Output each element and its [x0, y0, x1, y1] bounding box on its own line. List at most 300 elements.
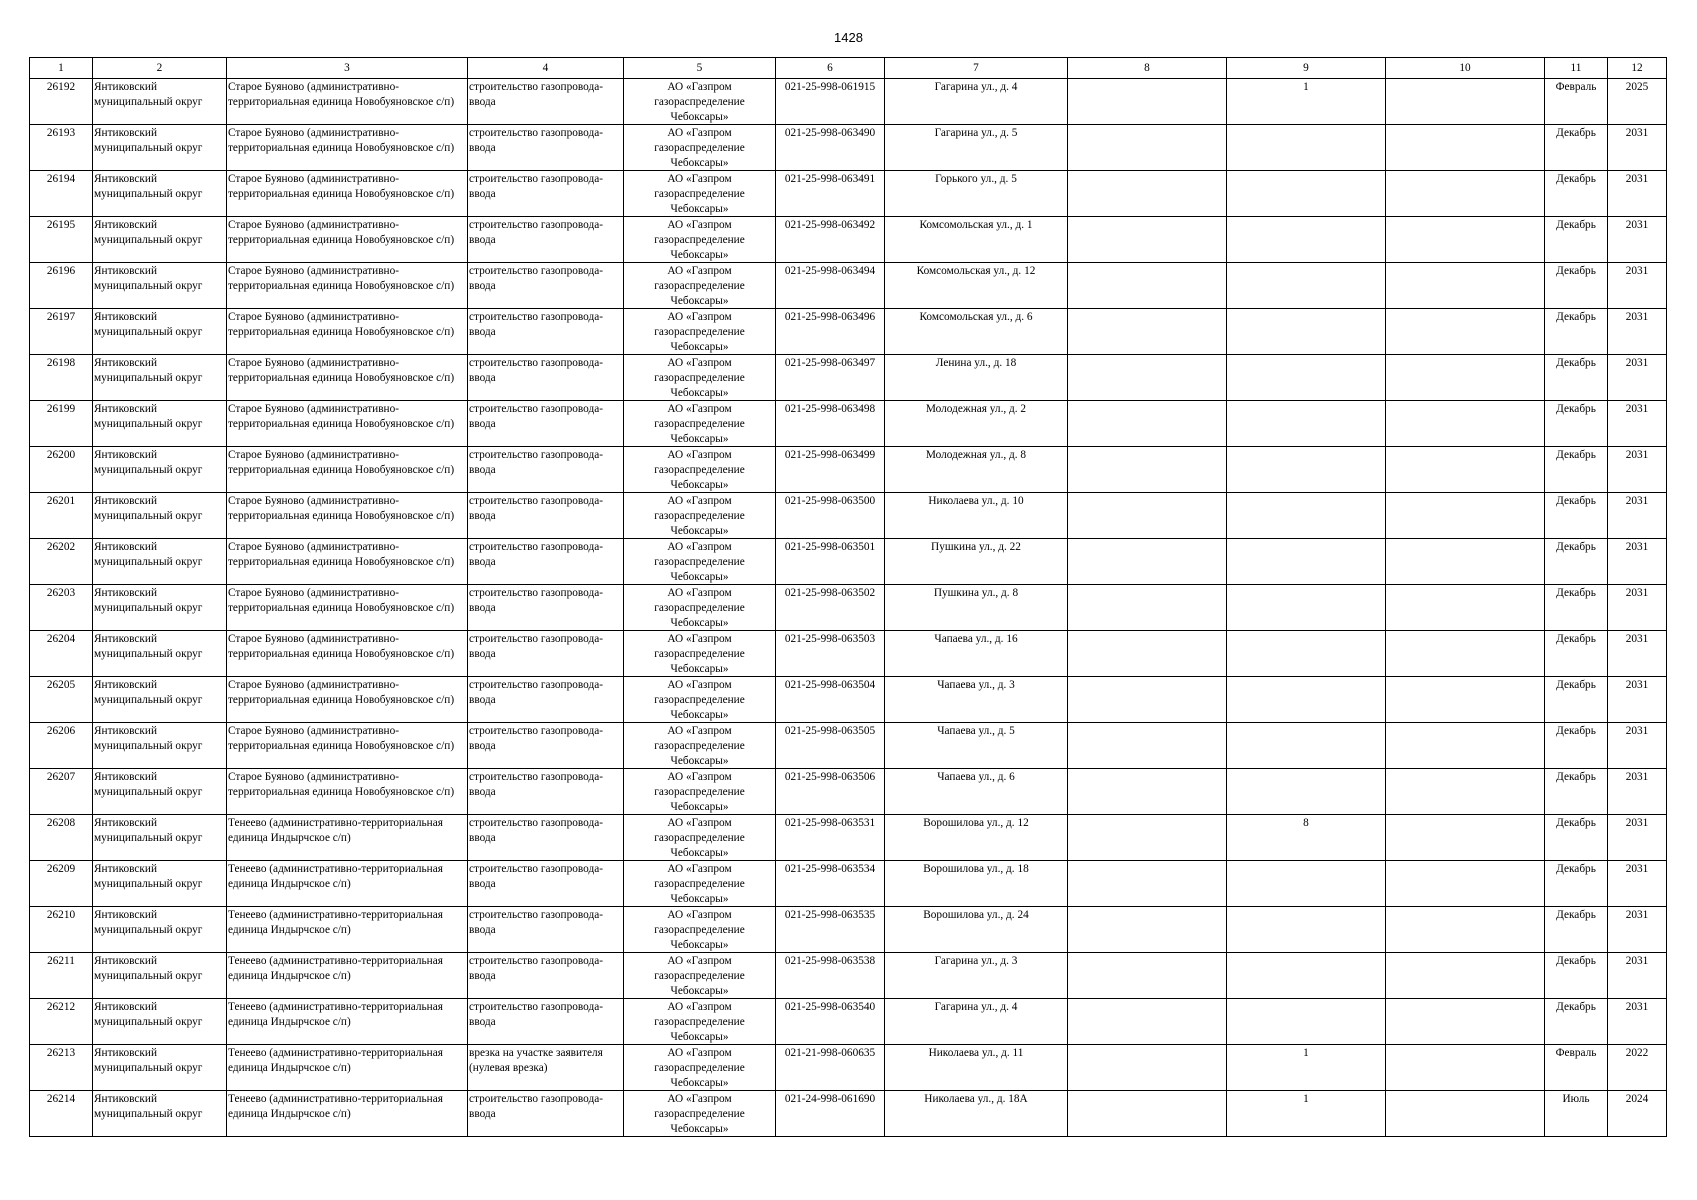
cell-application-number [776, 677, 885, 723]
cell-col-9-value [1227, 447, 1386, 493]
cell-year [1608, 493, 1667, 539]
cell-organization [624, 401, 776, 447]
cell-text: Янтиковский муниципальный округ [94, 817, 203, 844]
cell-col-10-value [1386, 907, 1545, 953]
cell-settlement [227, 1045, 468, 1091]
cell-work-type [468, 263, 624, 309]
cell-col-10-value [1386, 171, 1545, 217]
cell-text: Февраль [1555, 81, 1597, 93]
cell-text: Декабрь [1556, 725, 1596, 737]
cell-year [1608, 907, 1667, 953]
cell-organization [624, 1091, 776, 1137]
cell-text: Старое Буяново (административно-территориальная единица Новобуяновское с/п) [228, 357, 455, 384]
cell-municipality [93, 401, 227, 447]
cell-row-number [30, 631, 93, 677]
cell-text: 26212 [46, 1001, 76, 1013]
cell-row-number [30, 125, 93, 171]
cell-text: строительство газопровода-ввода [469, 679, 603, 706]
column-header-2: 2 [93, 58, 227, 79]
cell-text: Чапаева ул., д. 3 [937, 679, 1015, 691]
cell-organization [624, 309, 776, 355]
cell-text: 021-25-998-063500 [784, 495, 876, 507]
table-row [30, 999, 1667, 1045]
cell-municipality [93, 125, 227, 171]
cell-row-number [30, 263, 93, 309]
cell-municipality [93, 79, 227, 125]
cell-text: Комсомольская ул., д. 6 [919, 311, 1033, 323]
cell-text: Молодежная ул., д. 2 [925, 403, 1027, 415]
cell-row-number [30, 769, 93, 815]
cell-application-number [776, 1045, 885, 1091]
cell-text: Янтиковский муниципальный округ [94, 771, 203, 798]
cell-text: Декабрь [1556, 357, 1596, 369]
cell-col-9-value [1227, 769, 1386, 815]
cell-work-type [468, 447, 624, 493]
table-row [30, 309, 1667, 355]
cell-col-9-value [1227, 79, 1386, 125]
cell-text: Янтиковский муниципальный округ [94, 541, 203, 568]
cell-col-10-value [1386, 125, 1545, 171]
cell-work-type [468, 585, 624, 631]
cell-col-8-value [1068, 769, 1227, 815]
cell-municipality [93, 585, 227, 631]
cell-month [1545, 677, 1608, 723]
cell-address [885, 263, 1068, 309]
cell-text: 021-25-998-063492 [784, 219, 876, 231]
cell-text: 26198 [46, 357, 76, 369]
cell-text: Тенеево (административно-территориальная единица Индырчское с/п) [228, 1001, 443, 1028]
cell-text: Декабрь [1556, 265, 1596, 277]
cell-col-10-value [1386, 493, 1545, 539]
cell-text: строительство газопровода-ввода [469, 863, 603, 890]
cell-settlement [227, 263, 468, 309]
cell-text: Янтиковский муниципальный округ [94, 725, 203, 752]
cell-text: Декабрь [1556, 1001, 1596, 1013]
cell-col-9-value [1227, 999, 1386, 1045]
cell-text: строительство газопровода-ввода [469, 955, 603, 982]
cell-text: 2031 [1625, 127, 1649, 139]
cell-settlement [227, 171, 468, 217]
cell-text: 26214 [46, 1093, 76, 1105]
cell-text: Гагарина ул., д. 3 [934, 955, 1018, 967]
cell-text: Янтиковский муниципальный округ [94, 81, 203, 108]
cell-row-number [30, 677, 93, 723]
cell-text: АО «Газпром газораспределение Чебоксары» [654, 863, 745, 905]
cell-text: 26209 [46, 863, 76, 875]
cell-row-number [30, 585, 93, 631]
cell-text: 2031 [1625, 587, 1649, 599]
cell-organization [624, 585, 776, 631]
cell-text: Декабрь [1556, 817, 1596, 829]
cell-text: Янтиковский муниципальный округ [94, 1093, 203, 1120]
cell-organization [624, 171, 776, 217]
cell-month [1545, 263, 1608, 309]
cell-year [1608, 125, 1667, 171]
cell-text: 2024 [1625, 1093, 1649, 1105]
cell-text: 021-25-998-063494 [784, 265, 876, 277]
cell-application-number [776, 999, 885, 1045]
cell-organization [624, 907, 776, 953]
cell-text: Старое Буяново (административно-территориальная единица Новобуяновское с/п) [228, 265, 455, 292]
cell-text: Комсомольская ул., д. 12 [916, 265, 1036, 277]
cell-text: Пушкина ул., д. 22 [931, 541, 1021, 553]
cell-year [1608, 999, 1667, 1045]
cell-text: Старое Буяново (административно-территориальная единица Новобуяновское с/п) [228, 173, 455, 200]
cell-settlement [227, 355, 468, 401]
cell-address [885, 217, 1068, 263]
cell-text: Июль [1562, 1093, 1590, 1105]
cell-year [1608, 401, 1667, 447]
cell-row-number [30, 861, 93, 907]
cell-work-type [468, 631, 624, 677]
cell-col-10-value [1386, 401, 1545, 447]
cell-text: 021-25-998-063490 [784, 127, 876, 139]
cell-text: 021-25-998-063540 [784, 1001, 876, 1013]
cell-year [1608, 677, 1667, 723]
cell-text: строительство газопровода-ввода [469, 81, 603, 108]
cell-year [1608, 79, 1667, 125]
cell-address [885, 1091, 1068, 1137]
cell-text: 26206 [46, 725, 76, 737]
cell-organization [624, 861, 776, 907]
cell-text: 2031 [1625, 771, 1649, 783]
cell-work-type [468, 79, 624, 125]
cell-text: Ворошилова ул., д. 24 [923, 909, 1029, 921]
cell-address [885, 907, 1068, 953]
cell-text: Ворошилова ул., д. 12 [923, 817, 1029, 829]
cell-text: Чапаева ул., д. 6 [937, 771, 1015, 783]
cell-text: 021-25-998-063506 [784, 771, 876, 783]
table-row [30, 769, 1667, 815]
cell-month [1545, 355, 1608, 401]
cell-text: Янтиковский муниципальный округ [94, 633, 203, 660]
table-row [30, 585, 1667, 631]
cell-row-number [30, 1045, 93, 1091]
cell-text: Тенеево (административно-территориальная единица Индырчское с/п) [228, 1047, 443, 1074]
cell-month [1545, 861, 1608, 907]
cell-row-number [30, 401, 93, 447]
cell-organization [624, 723, 776, 769]
cell-address [885, 631, 1068, 677]
cell-col-9-value [1227, 401, 1386, 447]
cell-text: строительство газопровода-ввода [469, 1093, 603, 1120]
cell-text: 021-21-998-060635 [784, 1047, 876, 1059]
cell-text: Янтиковский муниципальный округ [94, 587, 203, 614]
cell-text: Старое Буяново (административно-территориальная единица Новобуяновское с/п) [228, 771, 455, 798]
cell-application-number [776, 585, 885, 631]
cell-work-type [468, 999, 624, 1045]
table-row [30, 79, 1667, 125]
cell-text: Николаева ул., д. 18А [924, 1093, 1028, 1105]
cell-text: Гагарина ул., д. 4 [934, 81, 1018, 93]
cell-municipality [93, 999, 227, 1045]
cell-text: врезка на участке заявителя (нулевая врезка) [469, 1047, 603, 1074]
cell-text: Старое Буяново (административно-территориальная единица Новобуяновское с/п) [228, 127, 455, 154]
cell-col-10-value [1386, 585, 1545, 631]
cell-month [1545, 953, 1608, 999]
cell-text: Декабрь [1556, 863, 1596, 875]
cell-work-type [468, 217, 624, 263]
cell-row-number [30, 539, 93, 585]
cell-text: 2031 [1625, 725, 1649, 737]
cell-municipality [93, 1045, 227, 1091]
cell-text: строительство газопровода-ввода [469, 1001, 603, 1028]
cell-row-number [30, 1091, 93, 1137]
cell-settlement [227, 723, 468, 769]
cell-row-number [30, 493, 93, 539]
cell-text: 2031 [1625, 219, 1649, 231]
cell-text: строительство газопровода-ввода [469, 173, 603, 200]
cell-text: 2031 [1625, 449, 1649, 461]
column-header-4: 4 [468, 58, 624, 79]
cell-work-type [468, 125, 624, 171]
cell-col-9-value [1227, 493, 1386, 539]
cell-text: Тенеево (административно-территориальная единица Индырчское с/п) [228, 955, 443, 982]
cell-row-number [30, 309, 93, 355]
cell-text: Ленина ул., д. 18 [935, 357, 1017, 369]
cell-text: Янтиковский муниципальный округ [94, 863, 203, 890]
cell-text: Николаева ул., д. 10 [928, 495, 1024, 507]
cell-settlement [227, 769, 468, 815]
cell-text: 2031 [1625, 541, 1649, 553]
cell-text: 26193 [46, 127, 76, 139]
column-header-12: 12 [1608, 58, 1667, 79]
cell-settlement [227, 79, 468, 125]
cell-text: 26196 [46, 265, 76, 277]
cell-address [885, 493, 1068, 539]
cell-settlement [227, 493, 468, 539]
cell-text: 26203 [46, 587, 76, 599]
cell-col-9-value [1227, 125, 1386, 171]
cell-text: 26202 [46, 541, 76, 553]
cell-col-8-value [1068, 493, 1227, 539]
cell-year [1608, 447, 1667, 493]
cell-text: 2031 [1625, 495, 1649, 507]
column-header-9: 9 [1227, 58, 1386, 79]
cell-application-number [776, 125, 885, 171]
cell-year [1608, 815, 1667, 861]
cell-month [1545, 539, 1608, 585]
cell-text: 2031 [1625, 633, 1649, 645]
cell-text: АО «Газпром газораспределение Чебоксары» [654, 541, 745, 583]
cell-col-8-value [1068, 79, 1227, 125]
cell-col-10-value [1386, 999, 1545, 1045]
cell-text: Декабрь [1556, 633, 1596, 645]
cell-text: 26211 [47, 955, 75, 967]
cell-row-number [30, 815, 93, 861]
cell-year [1608, 355, 1667, 401]
cell-text: Чапаева ул., д. 16 [934, 633, 1018, 645]
cell-text: строительство газопровода-ввода [469, 541, 603, 568]
cell-application-number [776, 769, 885, 815]
cell-col-8-value [1068, 1091, 1227, 1137]
cell-text: 021-25-998-063496 [784, 311, 876, 323]
cell-municipality [93, 217, 227, 263]
cell-text: 2031 [1625, 265, 1649, 277]
cell-col-10-value [1386, 631, 1545, 677]
cell-settlement [227, 907, 468, 953]
cell-text: 021-25-998-063497 [784, 357, 876, 369]
cell-text: 1 [1303, 1093, 1309, 1105]
cell-work-type [468, 1091, 624, 1137]
cell-work-type [468, 493, 624, 539]
column-header-7: 7 [885, 58, 1068, 79]
cell-month [1545, 447, 1608, 493]
cell-organization [624, 355, 776, 401]
cell-application-number [776, 907, 885, 953]
cell-col-8-value [1068, 631, 1227, 677]
cell-text: 1 [1303, 81, 1309, 93]
cell-organization [624, 79, 776, 125]
cell-col-9-value [1227, 263, 1386, 309]
cell-year [1608, 769, 1667, 815]
cell-col-8-value [1068, 539, 1227, 585]
cell-text: АО «Газпром газораспределение Чебоксары» [654, 725, 745, 767]
cell-settlement [227, 1091, 468, 1137]
cell-work-type [468, 309, 624, 355]
cell-month [1545, 723, 1608, 769]
cell-organization [624, 1045, 776, 1091]
cell-month [1545, 585, 1608, 631]
cell-organization [624, 125, 776, 171]
cell-text: Старое Буяново (административно-территориальная единица Новобуяновское с/п) [228, 311, 455, 338]
cell-year [1608, 217, 1667, 263]
cell-work-type [468, 539, 624, 585]
cell-text: Янтиковский муниципальный округ [94, 495, 203, 522]
cell-month [1545, 1091, 1608, 1137]
cell-municipality [93, 907, 227, 953]
cell-col-9-value [1227, 355, 1386, 401]
cell-row-number [30, 355, 93, 401]
cell-year [1608, 263, 1667, 309]
cell-col-10-value [1386, 79, 1545, 125]
cell-col-10-value [1386, 861, 1545, 907]
cell-col-10-value [1386, 263, 1545, 309]
cell-col-10-value [1386, 447, 1545, 493]
cell-text: Старое Буяново (административно-территориальная единица Новобуяновское с/п) [228, 633, 455, 660]
cell-municipality [93, 861, 227, 907]
cell-settlement [227, 447, 468, 493]
cell-organization [624, 263, 776, 309]
cell-col-8-value [1068, 355, 1227, 401]
cell-municipality [93, 815, 227, 861]
cell-settlement [227, 585, 468, 631]
cell-col-9-value [1227, 677, 1386, 723]
cell-address [885, 815, 1068, 861]
cell-col-8-value [1068, 677, 1227, 723]
cell-settlement [227, 953, 468, 999]
cell-year [1608, 723, 1667, 769]
cell-text: 021-25-998-063534 [784, 863, 876, 875]
cell-text: Старое Буяново (административно-территориальная единица Новобуяновское с/п) [228, 219, 455, 246]
cell-col-8-value [1068, 1045, 1227, 1091]
cell-text: Декабрь [1556, 403, 1596, 415]
column-header-1: 1 [30, 58, 93, 79]
cell-work-type [468, 401, 624, 447]
cell-text: 26197 [46, 311, 76, 323]
cell-col-9-value [1227, 723, 1386, 769]
cell-application-number [776, 815, 885, 861]
cell-municipality [93, 677, 227, 723]
cell-text: АО «Газпром газораспределение Чебоксары» [654, 127, 745, 169]
cell-text: АО «Газпром газораспределение Чебоксары» [654, 81, 745, 123]
cell-text: Пушкина ул., д. 8 [933, 587, 1019, 599]
cell-text: Янтиковский муниципальный округ [94, 219, 203, 246]
cell-text: АО «Газпром газораспределение Чебоксары» [654, 357, 745, 399]
cell-col-10-value [1386, 217, 1545, 263]
cell-col-10-value [1386, 723, 1545, 769]
cell-work-type [468, 171, 624, 217]
cell-text: 26200 [46, 449, 76, 461]
cell-col-9-value [1227, 585, 1386, 631]
cell-address [885, 79, 1068, 125]
cell-text: АО «Газпром газораспределение Чебоксары» [654, 633, 745, 675]
cell-col-10-value [1386, 1045, 1545, 1091]
cell-col-10-value [1386, 769, 1545, 815]
cell-text: АО «Газпром газораспределение Чебоксары» [654, 587, 745, 629]
cell-application-number [776, 401, 885, 447]
cell-address [885, 953, 1068, 999]
cell-text: 26208 [46, 817, 76, 829]
cell-row-number [30, 907, 93, 953]
cell-text: 26192 [46, 81, 76, 93]
cell-text: Декабрь [1556, 541, 1596, 553]
table-row [30, 1091, 1667, 1137]
cell-col-9-value [1227, 1091, 1386, 1137]
cell-address [885, 999, 1068, 1045]
cell-organization [624, 677, 776, 723]
cell-col-9-value [1227, 631, 1386, 677]
cell-text: Старое Буяново (административно-территориальная единица Новобуяновское с/п) [228, 81, 455, 108]
cell-col-8-value [1068, 815, 1227, 861]
cell-text: Старое Буяново (административно-территориальная единица Новобуяновское с/п) [228, 679, 455, 706]
cell-col-8-value [1068, 999, 1227, 1045]
cell-municipality [93, 171, 227, 217]
cell-text: Янтиковский муниципальный округ [94, 1047, 203, 1074]
cell-col-9-value [1227, 815, 1386, 861]
table-row [30, 953, 1667, 999]
page-number: 1428 [834, 30, 863, 45]
cell-text: Янтиковский муниципальный округ [94, 173, 203, 200]
cell-text: 2022 [1625, 1047, 1649, 1059]
cell-settlement [227, 309, 468, 355]
cell-settlement [227, 677, 468, 723]
cell-text: Декабрь [1556, 909, 1596, 921]
cell-address [885, 309, 1068, 355]
cell-organization [624, 539, 776, 585]
cell-application-number [776, 263, 885, 309]
cell-settlement [227, 999, 468, 1045]
table-body [30, 79, 1667, 1137]
cell-text: Комсомольская ул., д. 1 [919, 219, 1033, 231]
cell-application-number [776, 539, 885, 585]
cell-application-number [776, 309, 885, 355]
cell-text: 021-25-998-061915 [784, 81, 876, 93]
cell-municipality [93, 723, 227, 769]
cell-text: 26201 [46, 495, 76, 507]
cell-year [1608, 1091, 1667, 1137]
cell-text: АО «Газпром газораспределение Чебоксары» [654, 403, 745, 445]
cell-col-9-value [1227, 539, 1386, 585]
cell-address [885, 125, 1068, 171]
cell-text: 021-25-998-063502 [784, 587, 876, 599]
cell-application-number [776, 953, 885, 999]
cell-text: 2031 [1625, 311, 1649, 323]
cell-year [1608, 1045, 1667, 1091]
cell-text: 021-25-998-063504 [784, 679, 876, 691]
cell-address [885, 355, 1068, 401]
cell-col-8-value [1068, 447, 1227, 493]
